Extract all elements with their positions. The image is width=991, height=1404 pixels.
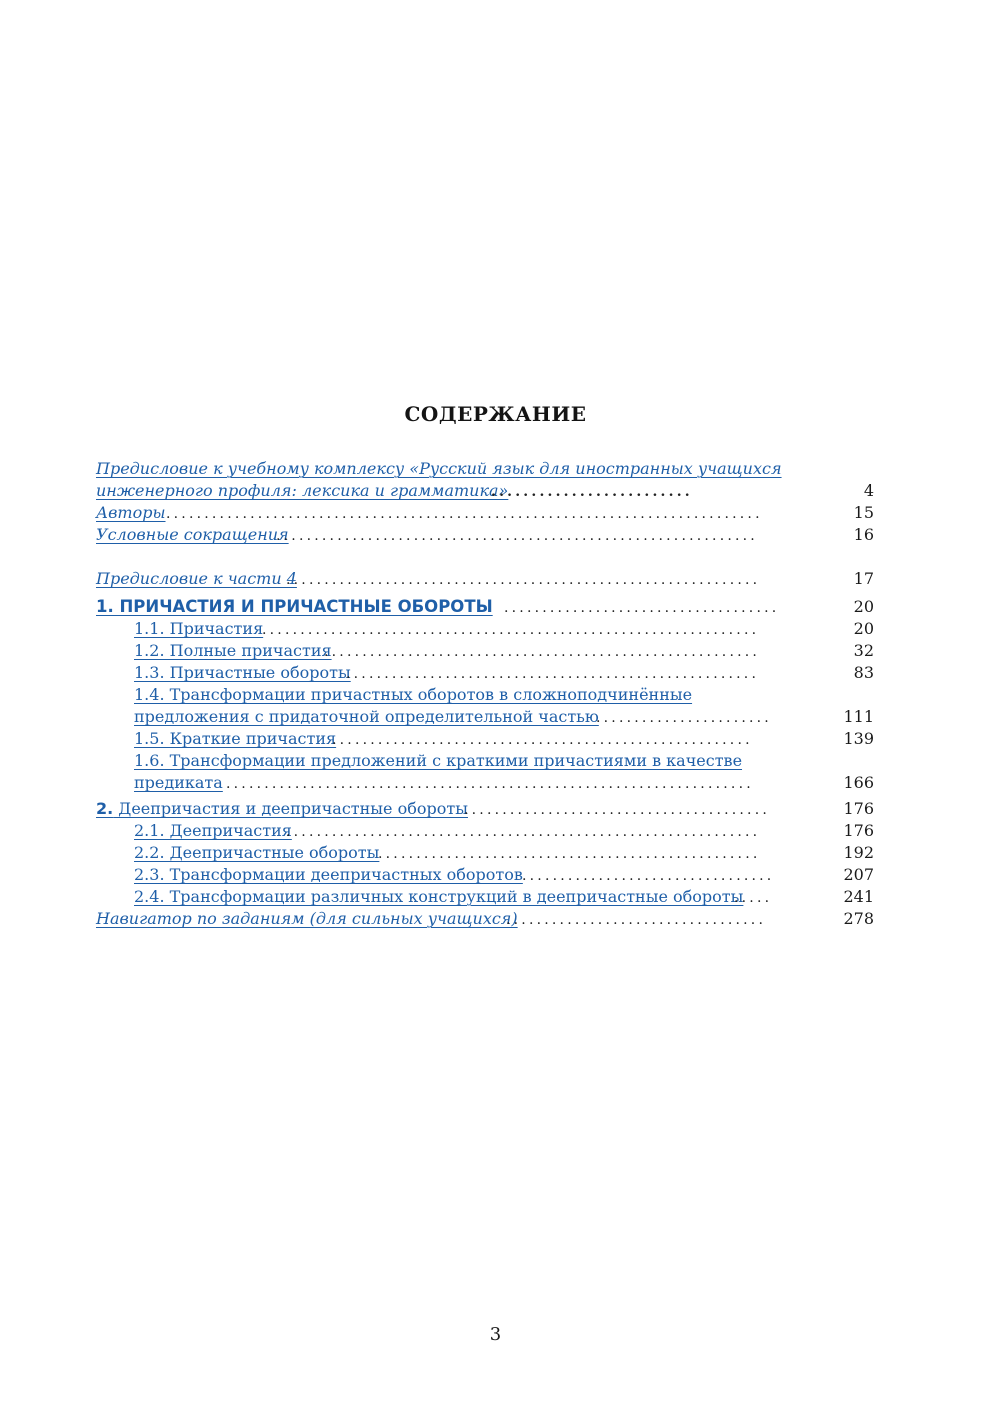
toc-link-section-1-6[interactable]: 1.6. Трансформации предложений с краткими причастиями в качестве: [134, 751, 743, 770]
toc-leader-dots: .......................................................: [332, 732, 753, 748]
toc-leader-dots: .................................................................: [262, 622, 760, 638]
toc-link-navigator[interactable]: Навигатор по заданиям (для сильных учащихся): [96, 909, 518, 928]
toc-page-number: 16: [853, 525, 874, 544]
toc-entry-section-2-4: [134, 886, 991, 908]
toc-leader-dots: ........................................: [464, 802, 771, 818]
toc-leader-dots: ..................................................: [378, 846, 761, 862]
toc-entry-section-1-4-line1: [134, 684, 991, 706]
toc-page-number: 278: [843, 909, 874, 928]
toc-page-number: 139: [843, 729, 874, 748]
toc-page-number: 20: [853, 597, 874, 616]
toc-leader-dots: ...............................................................: [276, 528, 758, 544]
toc-entry-section-2-1: [134, 820, 991, 842]
toc-leader-dots: .......................: [596, 710, 772, 726]
toc-leader-dots: ....................................: [504, 600, 780, 616]
chapter-2-title: Деепричастия и деепричастные обороты: [113, 799, 468, 818]
toc-entry-section-1-5: [134, 728, 991, 750]
page-title: СОДЕРЖАНИЕ: [404, 402, 587, 426]
toc-link-chapter-2[interactable]: [96, 799, 468, 818]
toc-link-preface-part4[interactable]: Предисловие к части 4: [96, 569, 297, 588]
toc-link-section-1-5[interactable]: 1.5. Краткие причастия: [134, 729, 337, 748]
toc-leader-dots: ..............................................................: [286, 572, 761, 588]
toc-page-number: 4: [863, 481, 874, 500]
toc-page-number: 15: [853, 503, 874, 522]
toc-link-chapter-1[interactable]: 1. ПРИЧАСТИЯ И ПРИЧАСТНЫЕ ОБОРОТЫ: [96, 597, 493, 616]
toc-link-abbreviations[interactable]: Условные сокращения: [96, 525, 289, 544]
toc-entry-navigator: [96, 908, 991, 930]
toc-page-number: 32: [853, 641, 874, 660]
toc-leader-dots: .................................: [522, 868, 775, 884]
toc-leader-dots: ..............................................................: [286, 824, 761, 840]
toc-entry-section-2-3: [134, 864, 991, 886]
toc-entry-section-2-2: [134, 842, 991, 864]
toc-leader-dots: ..............................................................................: [166, 506, 763, 522]
toc-entry-preface-part4: [96, 568, 991, 590]
toc-leader-dots: .........................: [491, 484, 693, 500]
toc-entry-preface-complex-line1: [96, 458, 991, 480]
toc-entry-section-1-4: [134, 706, 991, 728]
chapter-2-number: 2.: [96, 799, 114, 818]
toc-entry-chapter-2: [96, 798, 991, 820]
toc-link-section-1-1[interactable]: 1.1. Причастия: [134, 619, 264, 638]
page-number: 3: [489, 1324, 502, 1345]
toc-link-preface-complex-cont[interactable]: инженерного профиля: лексика и грамматика»: [96, 481, 509, 500]
toc-page-number: 192: [843, 843, 874, 862]
toc-page-number: 176: [843, 799, 874, 818]
toc-entry-authors: [96, 502, 991, 524]
toc-leader-dots: .....................................................................: [226, 776, 754, 792]
toc-entry-section-1-3: [134, 662, 991, 684]
toc-page-number: 20: [853, 619, 874, 638]
toc-link-section-1-2[interactable]: 1.2. Полные причастия: [134, 641, 332, 660]
toc-page-number: 241: [843, 887, 874, 906]
toc-link-section-1-4-cont[interactable]: предложения с придаточной определительной частью: [134, 707, 599, 726]
toc-entry-section-1-6: [134, 772, 991, 794]
toc-entry-preface-complex: [96, 480, 991, 502]
toc-leader-dots: ......................................................: [346, 666, 760, 682]
toc-link-section-1-6-cont[interactable]: предиката: [134, 773, 223, 792]
toc-entry-abbreviations: [96, 524, 991, 546]
toc-link-section-2-2[interactable]: 2.2. Деепричастные обороты: [134, 843, 380, 862]
toc-link-section-1-3[interactable]: 1.3. Причастные обороты: [134, 663, 351, 682]
toc-link-section-2-1[interactable]: 2.1. Деепричастия: [134, 821, 292, 840]
toc-leader-dots: .....: [734, 890, 773, 906]
toc-link-section-2-3[interactable]: 2.3. Трансформации деепричастных оборотов: [134, 865, 523, 884]
toc-link-section-1-4[interactable]: 1.4. Трансформации причастных оборотов в сложноподчинённые: [134, 685, 693, 704]
toc-page-number: 83: [853, 663, 874, 682]
toc-link-preface-complex[interactable]: Предисловие к учебному комплексу «Русский язык для иностранных учащихся: [96, 459, 782, 478]
toc-leader-dots: .........................................................: [324, 644, 761, 660]
toc-page-number: 111: [843, 707, 874, 726]
toc-entry-chapter-1: [96, 596, 991, 618]
toc-entry-section-1-6-line1: [134, 750, 991, 772]
toc-leader-dots: ..................................: [506, 912, 767, 928]
toc-page-number: 166: [843, 773, 874, 792]
toc-page-number: 176: [843, 821, 874, 840]
toc-link-section-2-4[interactable]: 2.4. Трансформации различных конструкций в деепричастные обороты: [134, 887, 744, 906]
toc-page-number: 17: [853, 569, 874, 588]
toc-link-authors[interactable]: Авторы: [96, 503, 166, 522]
toc-entry-section-1-2: [134, 640, 991, 662]
toc-entry-section-1-1: [134, 618, 991, 640]
toc-page-number: 207: [843, 865, 874, 884]
